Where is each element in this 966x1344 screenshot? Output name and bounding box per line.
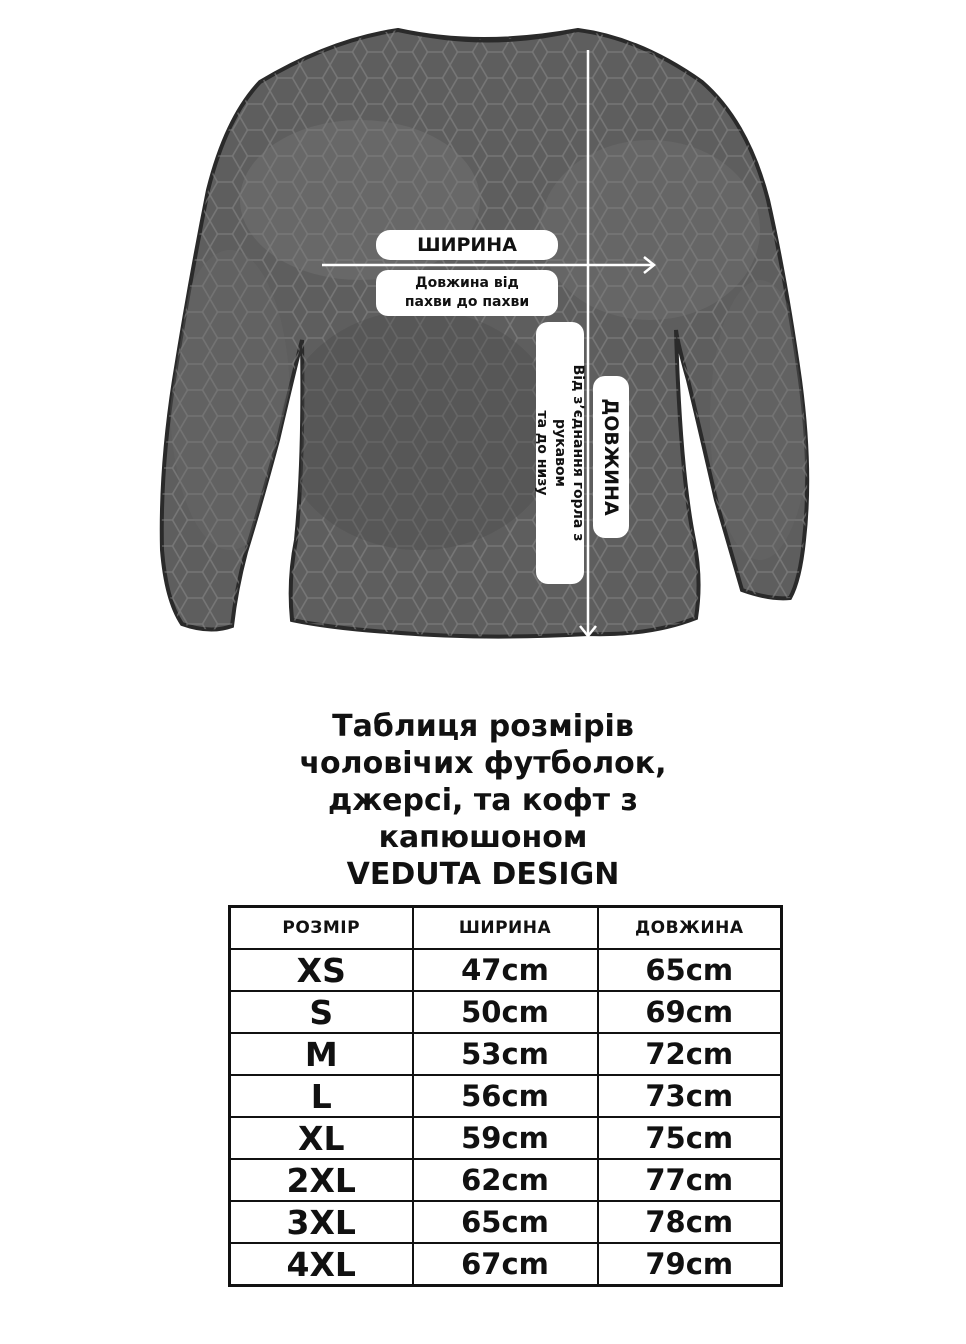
size-cell: 3XL xyxy=(230,1201,413,1243)
title-line: джерсі, та кофт з xyxy=(328,783,638,818)
size-cell: L xyxy=(230,1075,413,1117)
title-line: Таблиця розмірів xyxy=(332,709,634,744)
length-cell: 78cm xyxy=(598,1201,782,1243)
length-cell: 77cm xyxy=(598,1159,782,1201)
width-cell: 67cm xyxy=(413,1243,598,1286)
width-cell: 56cm xyxy=(413,1075,598,1117)
shirt-figure xyxy=(0,0,966,660)
brand-name: VEDUTA DESIGN xyxy=(346,857,620,892)
length-label-box xyxy=(593,376,629,538)
length-cell: 69cm xyxy=(598,991,782,1033)
size-cell: XL xyxy=(230,1117,413,1159)
table-header-row xyxy=(230,907,782,950)
table-row xyxy=(230,1159,782,1201)
header-width: ШИРИНА xyxy=(413,907,598,950)
hex-pattern xyxy=(150,20,830,660)
size-table xyxy=(228,905,783,1287)
long-sleeve-shirt-icon xyxy=(0,0,966,660)
title-line: чоловічих футболок, xyxy=(299,746,667,781)
size-cell: XS xyxy=(230,949,413,991)
length-cell: 72cm xyxy=(598,1033,782,1075)
table-row xyxy=(230,991,782,1033)
size-cell: M xyxy=(230,1033,413,1075)
length-cell: 73cm xyxy=(598,1075,782,1117)
length-cell: 75cm xyxy=(598,1117,782,1159)
table-row xyxy=(230,949,782,991)
width-cell: 53cm xyxy=(413,1033,598,1075)
width-cell: 65cm xyxy=(413,1201,598,1243)
width-description-line1: Довжина від xyxy=(415,275,519,291)
table-row xyxy=(230,1201,782,1243)
length-description xyxy=(536,322,584,584)
size-chart-title xyxy=(183,708,783,893)
table-row xyxy=(230,1117,782,1159)
length-description-line2: та до низу xyxy=(534,410,550,496)
width-label: ШИРИНА xyxy=(376,230,558,260)
table-row xyxy=(230,1243,782,1286)
length-cell: 79cm xyxy=(598,1243,782,1286)
length-description-box xyxy=(536,322,584,584)
length-description-line1: Від з’єднання горла з рукавом xyxy=(552,364,586,542)
header-size: РОЗМІР xyxy=(230,907,413,950)
width-cell: 47cm xyxy=(413,949,598,991)
size-cell: 2XL xyxy=(230,1159,413,1201)
length-cell: 65cm xyxy=(598,949,782,991)
table-row xyxy=(230,1075,782,1117)
width-cell: 50cm xyxy=(413,991,598,1033)
title-line: капюшоном xyxy=(378,820,588,855)
width-cell: 59cm xyxy=(413,1117,598,1159)
width-description xyxy=(376,270,558,316)
table-row xyxy=(230,1033,782,1075)
length-label: ДОВЖИНА xyxy=(593,376,629,538)
width-description-line2: пахви до пахви xyxy=(404,294,530,310)
width-cell: 62cm xyxy=(413,1159,598,1201)
size-cell: S xyxy=(230,991,413,1033)
size-cell: 4XL xyxy=(230,1243,413,1286)
header-length: ДОВЖИНА xyxy=(598,907,782,950)
